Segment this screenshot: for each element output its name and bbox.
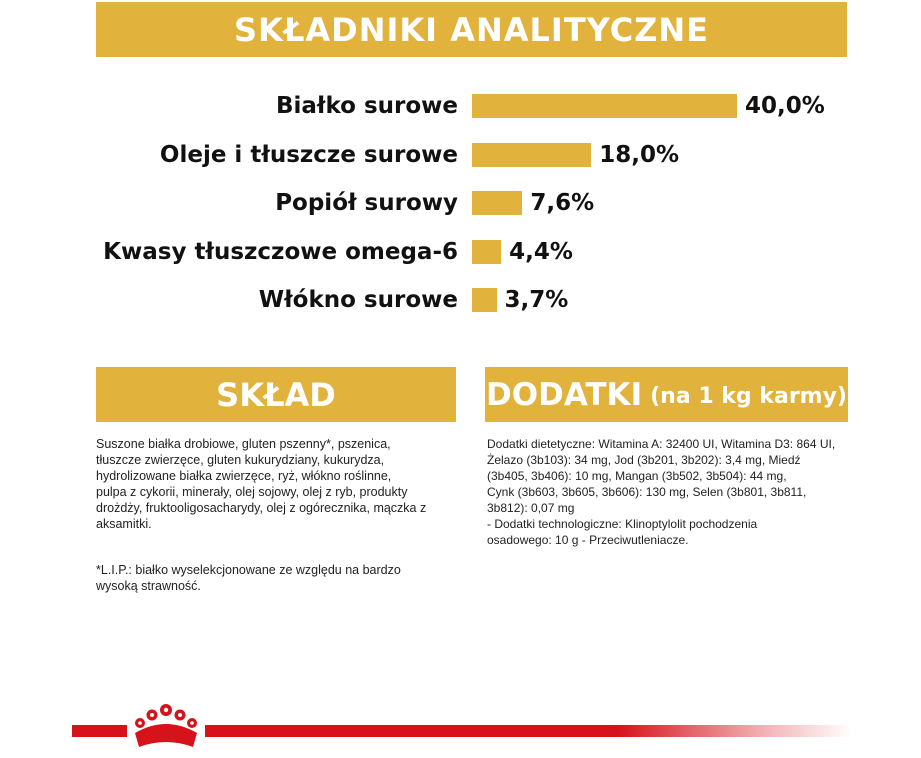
sklad-line: Suszone białka drobiowe, gluten pszenny*, pszenica, xyxy=(96,437,391,451)
sklad-line: tłuszcze zwierzęce, gluten kukurydziany, kukurydza, xyxy=(96,453,385,467)
dodatki-subtitle: (na 1 kg karmy) xyxy=(650,384,847,409)
analytic-row-label: Białko surowe xyxy=(275,93,458,119)
analytic-row xyxy=(0,138,921,172)
sklad-banner xyxy=(96,367,456,422)
dodatki-line: - Dodatki technologiczne: Klinoptylolit pochodzenia xyxy=(487,517,758,531)
analytic-row-value: 7,6% xyxy=(530,190,595,216)
sklad-footnote xyxy=(96,562,456,594)
analytic-row-value: 3,7% xyxy=(504,287,569,313)
dodatki-line: Dodatki dietetyczne: Witamina A: 32400 UI, Witamina D3: 864 UI, xyxy=(487,437,836,451)
sklad-ingredients xyxy=(96,436,456,532)
analytic-row-label: Kwasy tłuszczowe omega-6 xyxy=(103,238,458,265)
analytic-title: SKŁADNIKI ANALITYCZNE xyxy=(233,10,710,49)
analytic-bar xyxy=(472,143,591,167)
analytic-bar xyxy=(472,191,522,215)
analytic-row-value: 18,0% xyxy=(599,141,680,168)
analytic-row xyxy=(0,89,921,123)
sklad-line: aksamitki. xyxy=(96,517,152,531)
sklad-line: hydrolizowane białka zwierzęce, ryż, włókno roślinne, xyxy=(96,469,392,483)
sklad-line: pulpa z cykorii, minerały, olej sojowy, olej z ryb, produkty xyxy=(96,485,408,499)
analytic-bar xyxy=(472,94,737,118)
analytic-row-label: Oleje i tłuszcze surowe xyxy=(159,141,458,168)
sklad-title: SKŁAD xyxy=(216,375,336,414)
analytic-bar xyxy=(472,240,501,264)
footnote-line: *L.I.P.: białko wyselekcjonowane ze względu na bardzo xyxy=(96,563,401,577)
analytic-row xyxy=(0,235,921,269)
dodatki-line: Cynk (3b603, 3b605, 3b606): 130 mg, Selen (3b801, 3b811, xyxy=(487,485,807,499)
crown-icon xyxy=(127,703,205,753)
analytic-row-value: 4,4% xyxy=(509,238,573,265)
sklad-line: drożdży, fruktooligosacharydy, olej z ogórecznika, mączka z xyxy=(96,501,427,515)
analytic-row xyxy=(0,186,921,220)
analytic-row xyxy=(0,283,921,317)
analytic-banner xyxy=(96,2,847,57)
dodatki-line: (3b405, 3b406): 10 mg, Mangan (3b502, 3b504): 44 mg, xyxy=(487,469,787,483)
footnote-line: wysoką strawność. xyxy=(96,579,201,593)
analytic-bar xyxy=(472,288,497,312)
analytic-row-value: 40,0% xyxy=(745,93,825,119)
analytic-row-label: Włókno surowe xyxy=(258,287,458,313)
analytic-row-label: Popiół surowy xyxy=(275,190,458,216)
dodatki-line: Żelazo (3b103): 34 mg, Jod (3b201, 3b202): 3,4 mg, Miedź xyxy=(487,453,801,467)
dodatki-additives xyxy=(487,436,849,548)
dodatki-line: osadowego: 10 g - Przeciwutleniacze. xyxy=(487,533,689,547)
dodatki-line: 3b812): 0,07 mg xyxy=(487,501,575,515)
dodatki-banner xyxy=(485,367,848,422)
dodatki-title: DODATKI xyxy=(486,376,643,413)
